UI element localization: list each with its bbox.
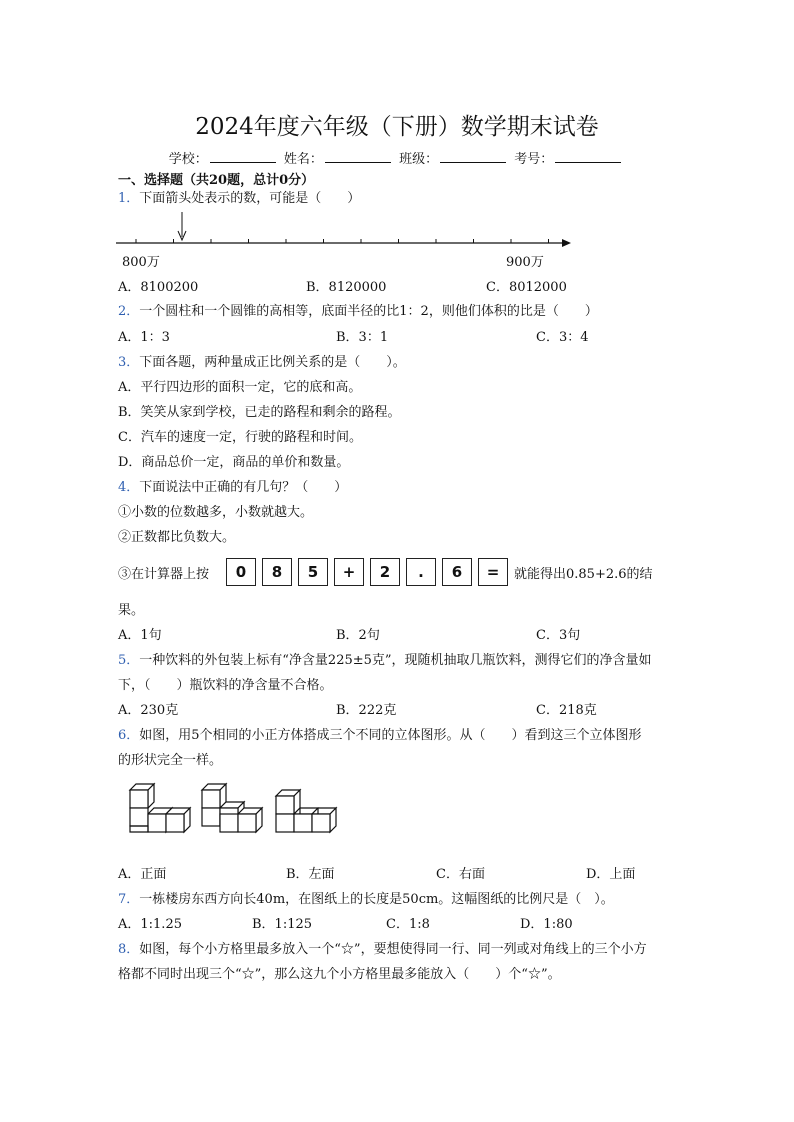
cube-figure-1 [130,784,190,832]
q5-option-a[interactable]: A．230克 [118,703,179,718]
q2-option-c[interactable]: C．3：4 [536,330,589,345]
calculator-key-2: 2 [370,558,400,586]
question-8-stem-line1: 8．如图，每个小方格里最多放入一个“☆”，要想使得同一行、同一列或对角线上的三个小方 [118,942,647,957]
q4-statement-2: ②正数都比负数大。 [118,530,236,545]
q7-option-c[interactable]: C．1:8 [386,917,430,932]
name-blank[interactable] [325,150,391,163]
question-5-stem-line1: 5．一种饮料的外包装上标有“净含量225±5克”，现随机抽取几瓶饮料，测得它们的净含量如 [118,653,652,668]
q3-option-d[interactable]: D．商品总价一定，商品的单价和数量。 [118,455,350,470]
q7-option-d[interactable]: D．1:80 [520,917,573,932]
number-line-right-label: 900万 [506,255,544,270]
cube-figure-2 [202,784,262,832]
q1-option-a[interactable]: A．8100200 [118,280,199,295]
section-title: 一、选择题（共20题，总计0分） [118,173,315,188]
q4-option-a[interactable]: A．1句 [118,628,162,643]
number-line-ticks [136,239,549,243]
q4-statement-1: ①小数的位数越多，小数就越大。 [118,505,314,520]
q4-option-c[interactable]: C．3句 [536,628,581,643]
q3-option-b[interactable]: B．笑笑从家到学校，已走的路程和剩余的路程。 [118,405,401,420]
q1-option-b[interactable]: B．8120000 [306,280,387,295]
question-3-stem: 3．下面各题，两种量成正比例关系的是（ ）。 [118,355,406,370]
q5-option-b[interactable]: B．222克 [336,703,397,718]
q4-statement-3-end: 果。 [118,603,145,618]
question-7-stem: 7．一栋楼房东西方向长40m，在图纸上的长度是50cm。这幅图纸的比例尺是（ ）。 [118,892,614,907]
number-line-arrowhead [562,239,571,247]
number-line-left-label: 800万 [122,255,160,270]
q4-statement-3-prefix: ③在计算器上按 [118,567,210,582]
q1-option-c[interactable]: C．8012000 [486,280,567,295]
calculator-key-plus: + [334,558,364,586]
q4-option-b[interactable]: B．2句 [336,628,380,643]
calculator-key-dot: . [406,558,436,586]
name-label: 姓名： [283,152,323,167]
calculator-key-0: 0 [226,558,256,586]
q6-option-d[interactable]: D．上面 [586,867,636,882]
school-label: 学校： [168,152,208,167]
q2-option-a[interactable]: A．1：3 [118,330,170,345]
cube-figure-3 [276,790,336,832]
calculator-key-8: 8 [262,558,292,586]
class-blank[interactable] [440,150,506,163]
exam-number-label: 考号： [514,152,554,167]
page-title: 2024年度六年级（下册）数学期末试卷 [195,114,599,140]
q3-option-c[interactable]: C．汽车的速度一定，行驶的路程和时间。 [118,430,362,445]
q7-option-b[interactable]: B．1:125 [252,917,313,932]
q6-option-c[interactable]: C．右面 [436,867,485,882]
calculator-key-5: 5 [298,558,328,586]
question-2-stem: 2．一个圆柱和一个圆锥的高相等，底面半径的比1：2，则他们体积的比是（ ） [118,304,598,319]
q7-option-a[interactable]: A．1:1.25 [118,917,182,932]
question-6-stem-line2: 的形状完全一样。 [118,753,223,768]
exam-number-blank[interactable] [555,150,621,163]
question-6-stem-line1: 6．如图，用5个相同的小正方体搭成三个不同的立体图形。从（ ）看到这三个立体图形 [118,728,642,743]
q6-option-a[interactable]: A．正面 [118,867,167,882]
q4-statement-3-suffix: 就能得出0.85+2.6的结 [514,567,653,582]
q6-option-b[interactable]: B．左面 [286,867,335,882]
question-1-stem: 1．下面箭头处表示的数，可能是（ ） [118,191,361,206]
school-blank[interactable] [210,150,276,163]
question-4-stem: 4．下面说法中正确的有几句？（ ） [118,480,348,495]
q5-option-c[interactable]: C．218克 [536,703,597,718]
q3-option-a[interactable]: A．平行四边形的面积一定，它的底和高。 [118,380,362,395]
calculator-key-equals: = [478,558,508,586]
calculator-key-6: 6 [442,558,472,586]
student-info-row [0,148,794,167]
q2-option-b[interactable]: B．3：1 [336,330,389,345]
class-label: 班级： [399,152,439,167]
question-8-stem-line2: 格都不同时出现三个“☆”，那么这九个小方格里最多能放入（ ）个“☆”。 [118,967,561,982]
question-5-stem-line2: 下，（ ）瓶饮料的净含量不合格。 [118,678,333,693]
cube-figures [120,778,360,840]
